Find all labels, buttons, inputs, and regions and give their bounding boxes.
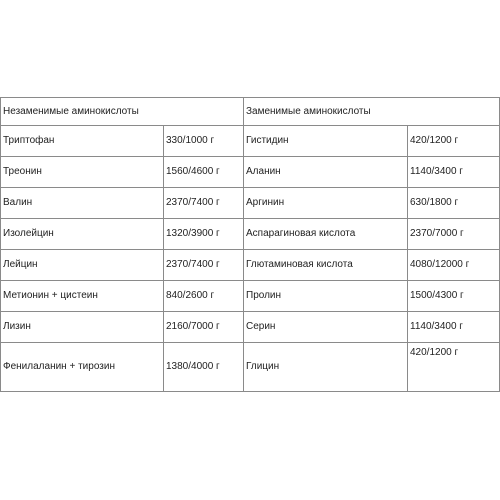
nonessential-name: Глютаминовая кислота — [244, 250, 408, 281]
essential-name: Триптофан — [1, 126, 164, 157]
nonessential-name: Аспарагиновая кислота — [244, 219, 408, 250]
table-row — [1, 188, 500, 219]
essential-name: Изолейцин — [1, 219, 164, 250]
essential-name: Лизин — [1, 312, 164, 343]
header-essential: Незаменимые аминокислоты — [1, 98, 244, 126]
essential-value: 1380/4000 г — [164, 343, 244, 392]
essential-value: 2370/7400 г — [164, 188, 244, 219]
essential-value: 840/2600 г — [164, 281, 244, 312]
nonessential-name: Пролин — [244, 281, 408, 312]
nonessential-value: 4080/12000 г — [408, 250, 500, 281]
nonessential-name: Глицин — [244, 343, 408, 392]
nonessential-name: Гистидин — [244, 126, 408, 157]
essential-value: 1560/4600 г — [164, 157, 244, 188]
table-row — [1, 126, 500, 157]
nonessential-name: Аланин — [244, 157, 408, 188]
table-row — [1, 250, 500, 281]
essential-value: 1320/3900 г — [164, 219, 244, 250]
table-row — [1, 281, 500, 312]
essential-name: Валин — [1, 188, 164, 219]
essential-value: 330/1000 г — [164, 126, 244, 157]
essential-name: Фенилаланин + тирозин — [1, 343, 164, 392]
essential-value: 2370/7400 г — [164, 250, 244, 281]
nonessential-value: 420/1200 г — [408, 343, 500, 392]
header-nonessential: Заменимые аминокислоты — [244, 98, 500, 126]
nonessential-value: 1500/4300 г — [408, 281, 500, 312]
nonessential-value: 630/1800 г — [408, 188, 500, 219]
nonessential-value: 1140/3400 г — [408, 157, 500, 188]
essential-value: 2160/7000 г — [164, 312, 244, 343]
essential-name: Треонин — [1, 157, 164, 188]
essential-name: Метионин + цистеин — [1, 281, 164, 312]
essential-name: Лейцин — [1, 250, 164, 281]
table-header-row — [1, 98, 500, 126]
amino-acids-table — [0, 97, 500, 392]
nonessential-value: 2370/7000 г — [408, 219, 500, 250]
table-row — [1, 157, 500, 188]
nonessential-value: 1140/3400 г — [408, 312, 500, 343]
nonessential-value: 420/1200 г — [408, 126, 500, 157]
nonessential-name: Аргинин — [244, 188, 408, 219]
table-row — [1, 343, 500, 392]
nonessential-name: Серин — [244, 312, 408, 343]
table-row — [1, 219, 500, 250]
table-row — [1, 312, 500, 343]
